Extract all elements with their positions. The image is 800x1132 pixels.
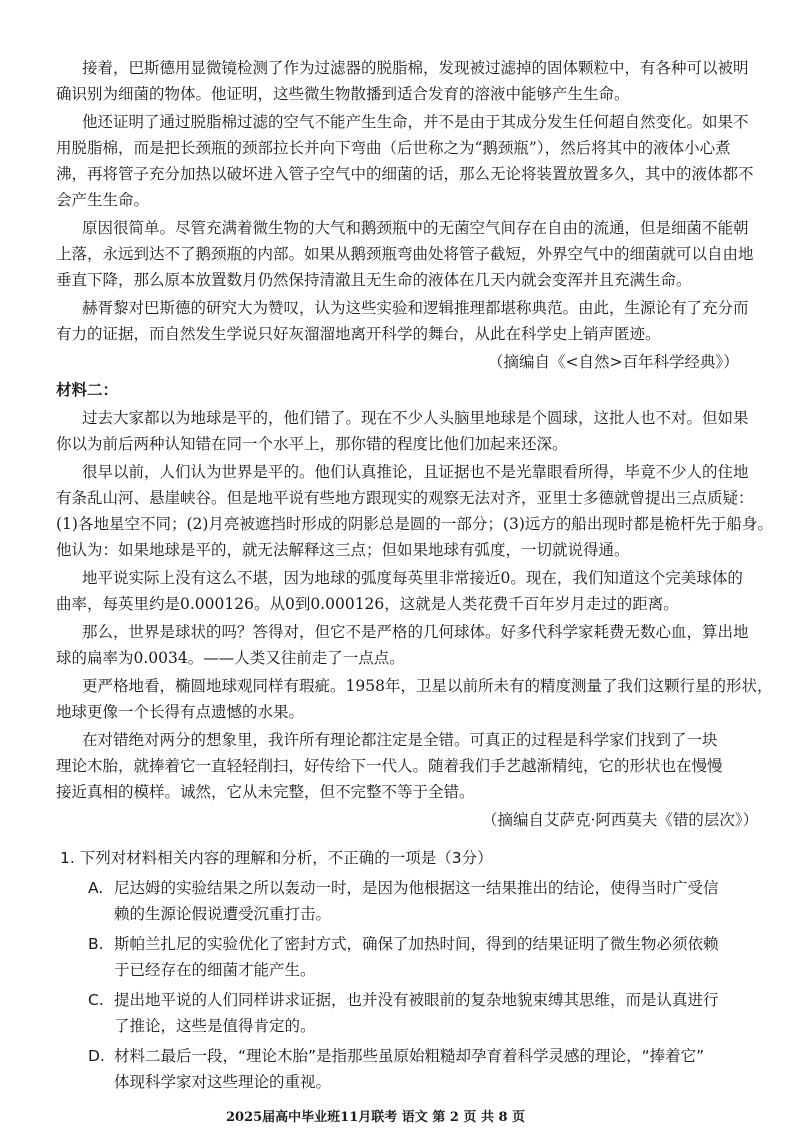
option-letter: C. <box>88 991 104 1009</box>
text-line: 在对错绝对两分的想象里，我许所有理论都注定是全错。可真正的过程是科学家们找到了一块 <box>82 731 718 749</box>
text-line: 上落，永远到达不了鹅颈瓶的内部。如果从鹅颈瓶弯曲处将管子截短，外界空气中的细菌就可以自由地 <box>56 245 754 263</box>
option-letter: B. <box>88 935 104 953</box>
text-line: 球的扁率为0.0034。——人类又往前走了一点点。 <box>56 649 405 667</box>
text-line: 确识别为细菌的物体。他证明，这些微生物散播到适合发育的溶液中能够产生生命。 <box>56 85 630 103</box>
option-text: 斯帕兰扎尼的实验优化了密封方式，确保了加热时间，得到的结果证明了微生物必须依赖 <box>114 935 719 953</box>
text-line: (1)各地星空不同；(2)月亮被遮挡时形成的阴影总是圆的一部分；(3)远方的船出现时都是桅杆先于船身。 <box>56 515 773 533</box>
option-text: 赖的生源论假说遭受沉重打击。 <box>114 905 332 923</box>
option-text: 材料二最后一段，“理论木胎”是指那些虽原始粗糙却孕育着科学灵感的理论，“捧着它” <box>114 1047 705 1065</box>
text-line: 地平说实际上没有这么不堪，因为地球的弧度每英里非常接近0。现在，我们知道这个完美球体的 <box>82 569 743 587</box>
text-line: 有力的证据，而自然发生学说只好灰溜溜地离开科学的舞台，从此在科学史上销声匿迹。 <box>56 325 661 343</box>
option-text: 尼达姆的实验结果之所以轰动一时，是因为他根据这一结果推出的结论，使得当时广受信 <box>114 879 719 897</box>
text-line: 理论木胎，就捧着它一直轻轻削扫，好传给下一代人。随着我们手艺越渐精纯，它的形状也在慢慢 <box>56 757 723 775</box>
text-line: 更严格地看，椭圆地球观同样有瑕疵。1958年，卫星以前所未有的精度测量了我们这颗行星的形状， <box>82 677 773 695</box>
option-text: 了推论，这些是值得肯定的。 <box>114 1017 316 1035</box>
source-citation: （摘编自《<自然>百年科学经典》） <box>488 353 739 371</box>
section-heading: 材料二： <box>56 380 119 399</box>
text-line: 会产生生命。 <box>56 191 150 209</box>
text-line: 他还证明了通过脱脂棉过滤的空气不能产生生命，并不是由于其成分发生任何超自然变化。如果不 <box>82 113 749 131</box>
text-line: 用脱脂棉，而是把长颈瓶的颈部拉长并向下弯曲（后世称之为“鹅颈瓶”），然后将其中的液体小心煮 <box>56 139 731 157</box>
page-footer: 2025届高中毕业班11月联考 语文 第 2 页 共 8 页 <box>226 1110 526 1125</box>
text-line: 那么，世界是球状的吗？答得对，但它不是严格的几何球体。好多代科学家耗费无数心血，算出地 <box>82 623 749 641</box>
text-line: 接近真相的模样。诚然，它从未完整，但不完整不等于全错。 <box>56 783 475 801</box>
text-line: 沸，再将管子充分加热以破坏进入管子空气中的细菌的话，那么无论将装置放置多久，其中的液体都不 <box>56 165 754 183</box>
text-line: 赫胥黎对巴斯德的研究大为赞叹，认为这些实验和逻辑推理都堪称典范。由此，生源论有了充分而 <box>82 299 749 317</box>
text-line: 曲率，每英里约是0.000126。从0到0.000126，这就是人类花费千百年岁月走过的距离。 <box>56 595 679 613</box>
text-line: 过去大家都以为地球是平的，他们错了。现在不少人头脑里地球是个圆球，这批人也不对。但如果 <box>82 409 749 427</box>
option-text: 提出地平说的人们同样讲求证据，也并没有被眼前的复杂地貌束缚其思维，而是认真进行 <box>114 991 719 1009</box>
source-citation: （摘编自艾萨克·阿西莫夫《错的层次》） <box>482 811 759 829</box>
text-line: 有条乱山河、悬崖峡谷。但是地平说有些地方跟现实的观察无法对齐，亚里士多德就曾提出三点质疑： <box>56 489 754 507</box>
text-line: 你以为前后两种认知错在同一个水平上，那你错的程度比他们加起来还深。 <box>56 435 568 453</box>
text-line: 地球更像一个长得有点遗憾的水果。 <box>56 703 305 721</box>
question-stem: 1. 下列对材料相关内容的理解和分析，不正确的一项是（3分） <box>60 849 493 867</box>
text-line: 原因很简单。尽管充满着微生物的大气和鹅颈瓶中的无菌空气间存在自由的流通，但是细菌不能朝 <box>82 219 749 237</box>
text-line: 很早以前，人们认为世界是平的。他们认真推论，且证据也不是光靠眼看所得，毕竟不少人的住地 <box>82 463 749 481</box>
text-line: 接着，巴斯德用显微镜检测了作为过滤器的脱脂棉，发现被过滤掉的固体颗粒中，有各种可以被明 <box>82 59 749 77</box>
option-text: 体现科学家对这些理论的重视。 <box>114 1073 332 1091</box>
option-letter: A. <box>88 879 104 897</box>
option-text: 于已经存在的细菌才能产生。 <box>114 961 316 979</box>
text-line: 垂直下降，那么原本放置数月仍然保持清澈且无生命的液体在几天内就会变浑并且充满生命。 <box>56 271 692 289</box>
option-letter: D. <box>88 1047 105 1065</box>
text-line: 他认为：如果地球是平的，就无法解释这三点；但如果地球有弧度，一切就说得通。 <box>56 541 630 559</box>
